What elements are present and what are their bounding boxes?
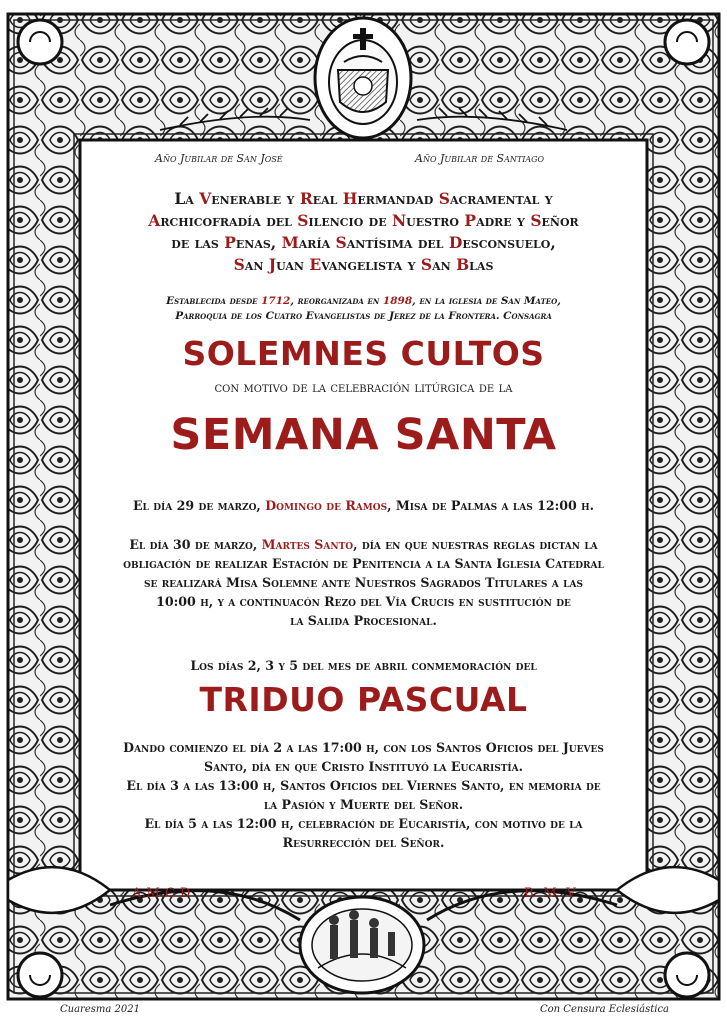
- brotherhood-line-1: La Venerable y Real Hermandad Sacramental y: [174, 189, 553, 208]
- event-domingo-ramos: El día 29 de marzo, Domingo de Ramos, Misa de Palmas a las 12:00 h.: [132, 498, 595, 513]
- brotherhood-line-4: San Juan Evangelista y San Blas: [233, 255, 494, 274]
- established-note: Establecida desde 1712, reorganizada en 1898, en la iglesia de San Mateo, Parroquia de los Cuatro Evangelistas de Jerez de la Frontera. Consagra: [166, 295, 561, 322]
- brotherhood-line-3: de las Penas, María Santísima del Desconsuelo,: [171, 233, 556, 252]
- footer-censura: Con Censura Eclesiástica: [540, 1004, 670, 1015]
- jubilee-right-label: Año Jubilar de Santiago: [415, 152, 545, 165]
- motivo-line: con motivo de la celebración litúrgica de la: [214, 380, 513, 396]
- event-dias-abril: Los días 2, 3 y 5 del mes de abril conmemoración del: [190, 658, 537, 673]
- heading-triduo-pascual: TRIDUO PASCUAL: [199, 680, 528, 719]
- signature-amgd: A.M.G.D: [132, 886, 191, 901]
- brotherhood-title: [85, 188, 642, 276]
- event-martes-santo: El día 30 de marzo, Martes Santo, día en que nuestras reglas dictan la obligación de realizar Estación de Penitencia a la Santa Iglesia Catedral se realizará Misa Solemne ante Nuestros Sagrados Titulares a las 10:00 h, y a continuacón Rezo del Vía Crucis en sustitución de la Salida Procesional.: [123, 537, 604, 628]
- brotherhood-line-2: Archicofradía del Silencio de Nuestro Padre y Señor: [148, 211, 579, 230]
- heading-solemnes-cultos: SOLEMNES CULTOS: [182, 334, 545, 373]
- vignette-scene-icon: [300, 897, 424, 993]
- heading-semana-santa: SEMANA SANTA: [170, 410, 557, 460]
- triduo-details: Dando comienzo el día 2 a las 17:00 h, con los Santos Oficios del Jueves Santo, día en que Cristo Instituyó la Eucaristía. El día 3 a las 13:00 h, Santos Oficios del Viernes Santo, en memoria de la Pasión y Muerte del Señor. El día 5 a las 12:00 h, celebración de Eucaristía, con motivo de la Resurrección del Señor.: [123, 740, 604, 850]
- jubilee-left-label: Año Jubilar de San José: [155, 152, 283, 165]
- footer-cuaresma: Cuaresma 2021: [60, 1004, 140, 1015]
- signature-bmv: B. M. V: [524, 886, 577, 901]
